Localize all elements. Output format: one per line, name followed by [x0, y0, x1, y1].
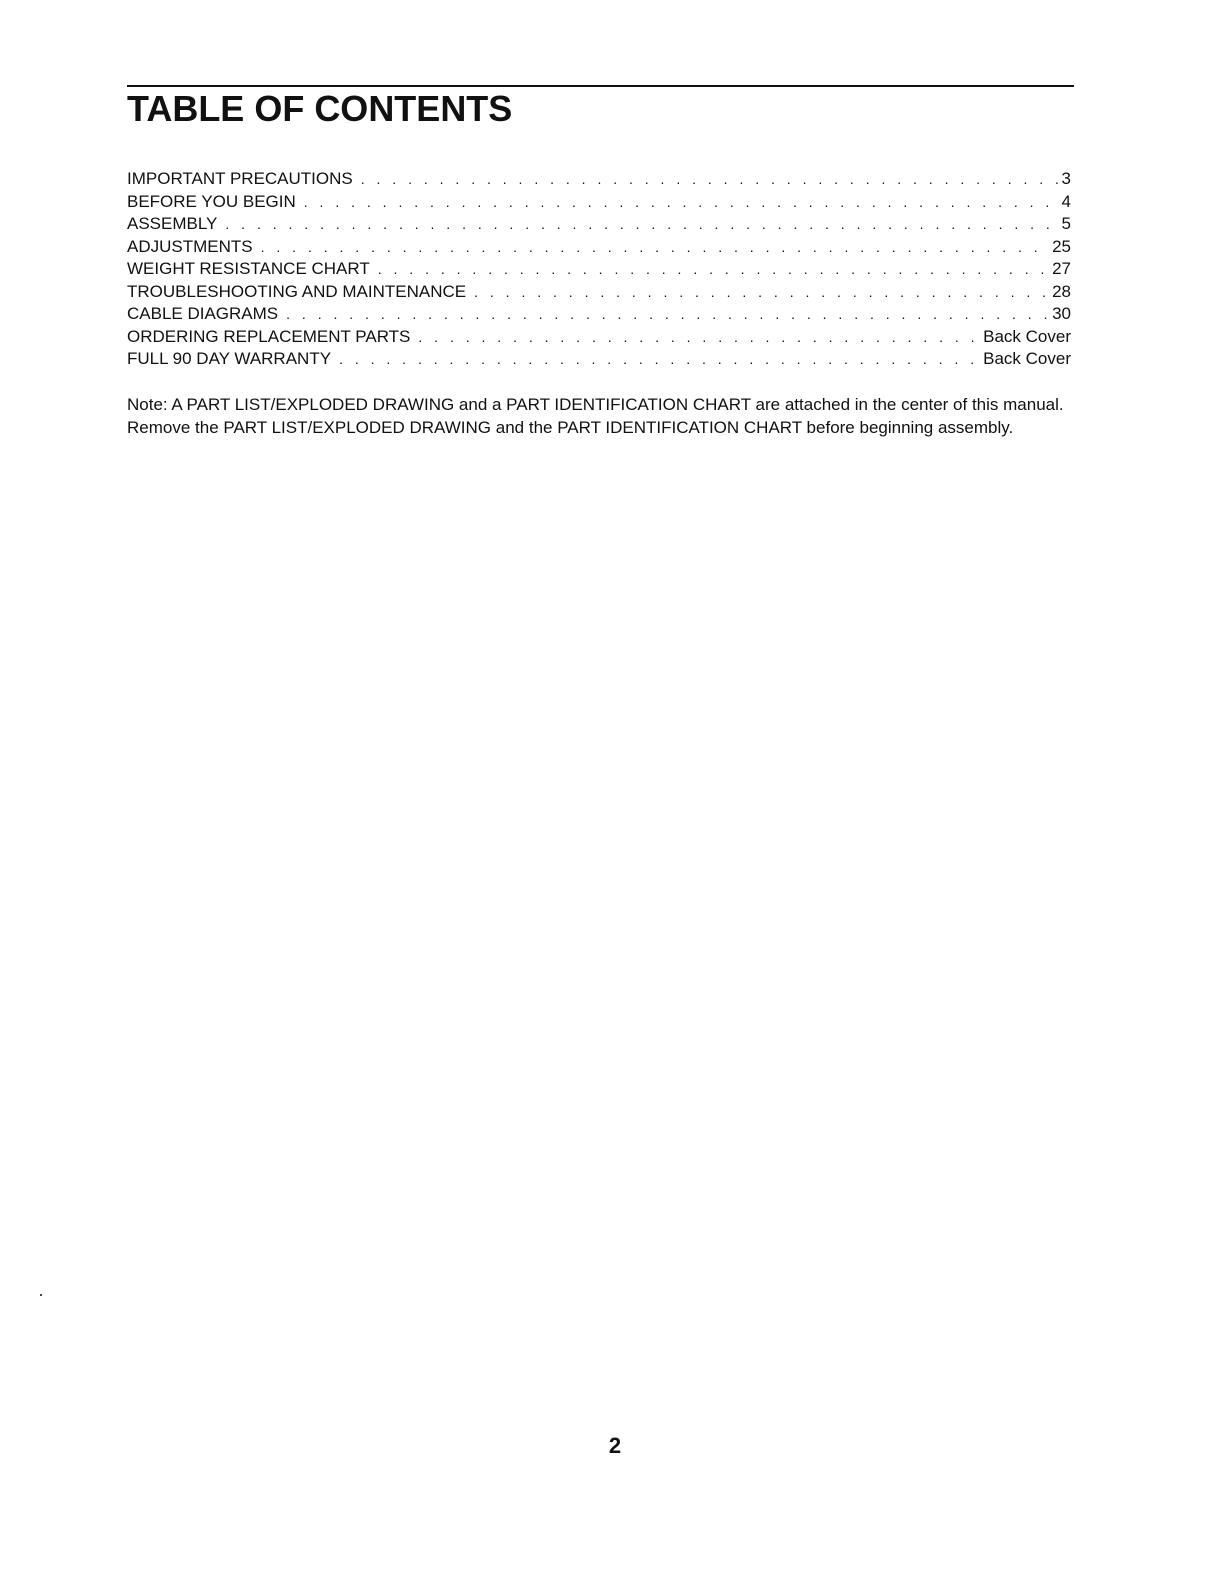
toc-entry: [127, 303, 1071, 326]
toc-entry-page: 4: [1061, 191, 1071, 211]
toc-entry-label: ASSEMBLY: [127, 214, 218, 233]
toc-entry-label: FULL 90 DAY WARRANTY: [127, 349, 332, 368]
page-number: 2: [608, 1433, 622, 1458]
toc-entry: [127, 348, 1071, 371]
toc-entry-page: 28: [1052, 281, 1071, 301]
toc-dot-leader: [286, 303, 1048, 326]
toc-entry-page: 27: [1052, 259, 1071, 278]
toc-entry-label: ORDERING REPLACEMENT PARTS: [127, 326, 411, 346]
toc-entry: [127, 191, 1071, 214]
toc-entry-label: IMPORTANT PRECAUTIONS: [127, 169, 353, 188]
toc-entry-page: Back Cover: [983, 326, 1071, 346]
toc-entry: [127, 213, 1071, 236]
toc-entry: [127, 168, 1071, 191]
toc-entry: [127, 281, 1071, 304]
toc-entry-label: TROUBLESHOOTING AND MAINTENANCE: [127, 281, 467, 301]
page-title: TABLE OF CONTENTS: [127, 88, 513, 129]
toc-dot-leader: [361, 168, 1058, 191]
toc-entry-label: ADJUSTMENTS: [127, 236, 253, 256]
toc-entry-page: 30: [1052, 304, 1071, 323]
toc-dot-leader: [339, 348, 979, 371]
toc-entry: [127, 326, 1071, 349]
toc-dot-leader: [378, 258, 1048, 281]
toc-dot-leader: [304, 191, 1058, 214]
toc-entry-label: WEIGHT RESISTANCE CHART: [127, 259, 370, 278]
toc-dot-leader: [418, 326, 979, 349]
assembly-note: Note: A PART LIST/EXPLODED DRAWING and a PART IDENTIFICATION CHART are attached in the center of this manual. Remove the PART LIST/EXPLODED DRAWING and the PART IDENTIFICATION CHART before beginning assembly.: [127, 395, 1064, 437]
toc-entry-label: BEFORE YOU BEGIN: [127, 191, 296, 211]
toc-dot-leader: [474, 281, 1048, 304]
table-of-contents: [127, 168, 1071, 371]
toc-entry: [127, 236, 1071, 259]
toc-entry-page: Back Cover: [983, 349, 1071, 368]
toc-dot-leader: [225, 213, 1057, 236]
toc-entry-label: CABLE DIAGRAMS: [127, 304, 279, 323]
toc-entry: [127, 258, 1071, 281]
toc-entry-page: 25: [1052, 236, 1071, 256]
scan-speck: [40, 1294, 42, 1296]
toc-dot-leader: [261, 236, 1048, 259]
toc-entry-page: 5: [1061, 214, 1071, 233]
toc-entry-page: 3: [1061, 169, 1071, 188]
